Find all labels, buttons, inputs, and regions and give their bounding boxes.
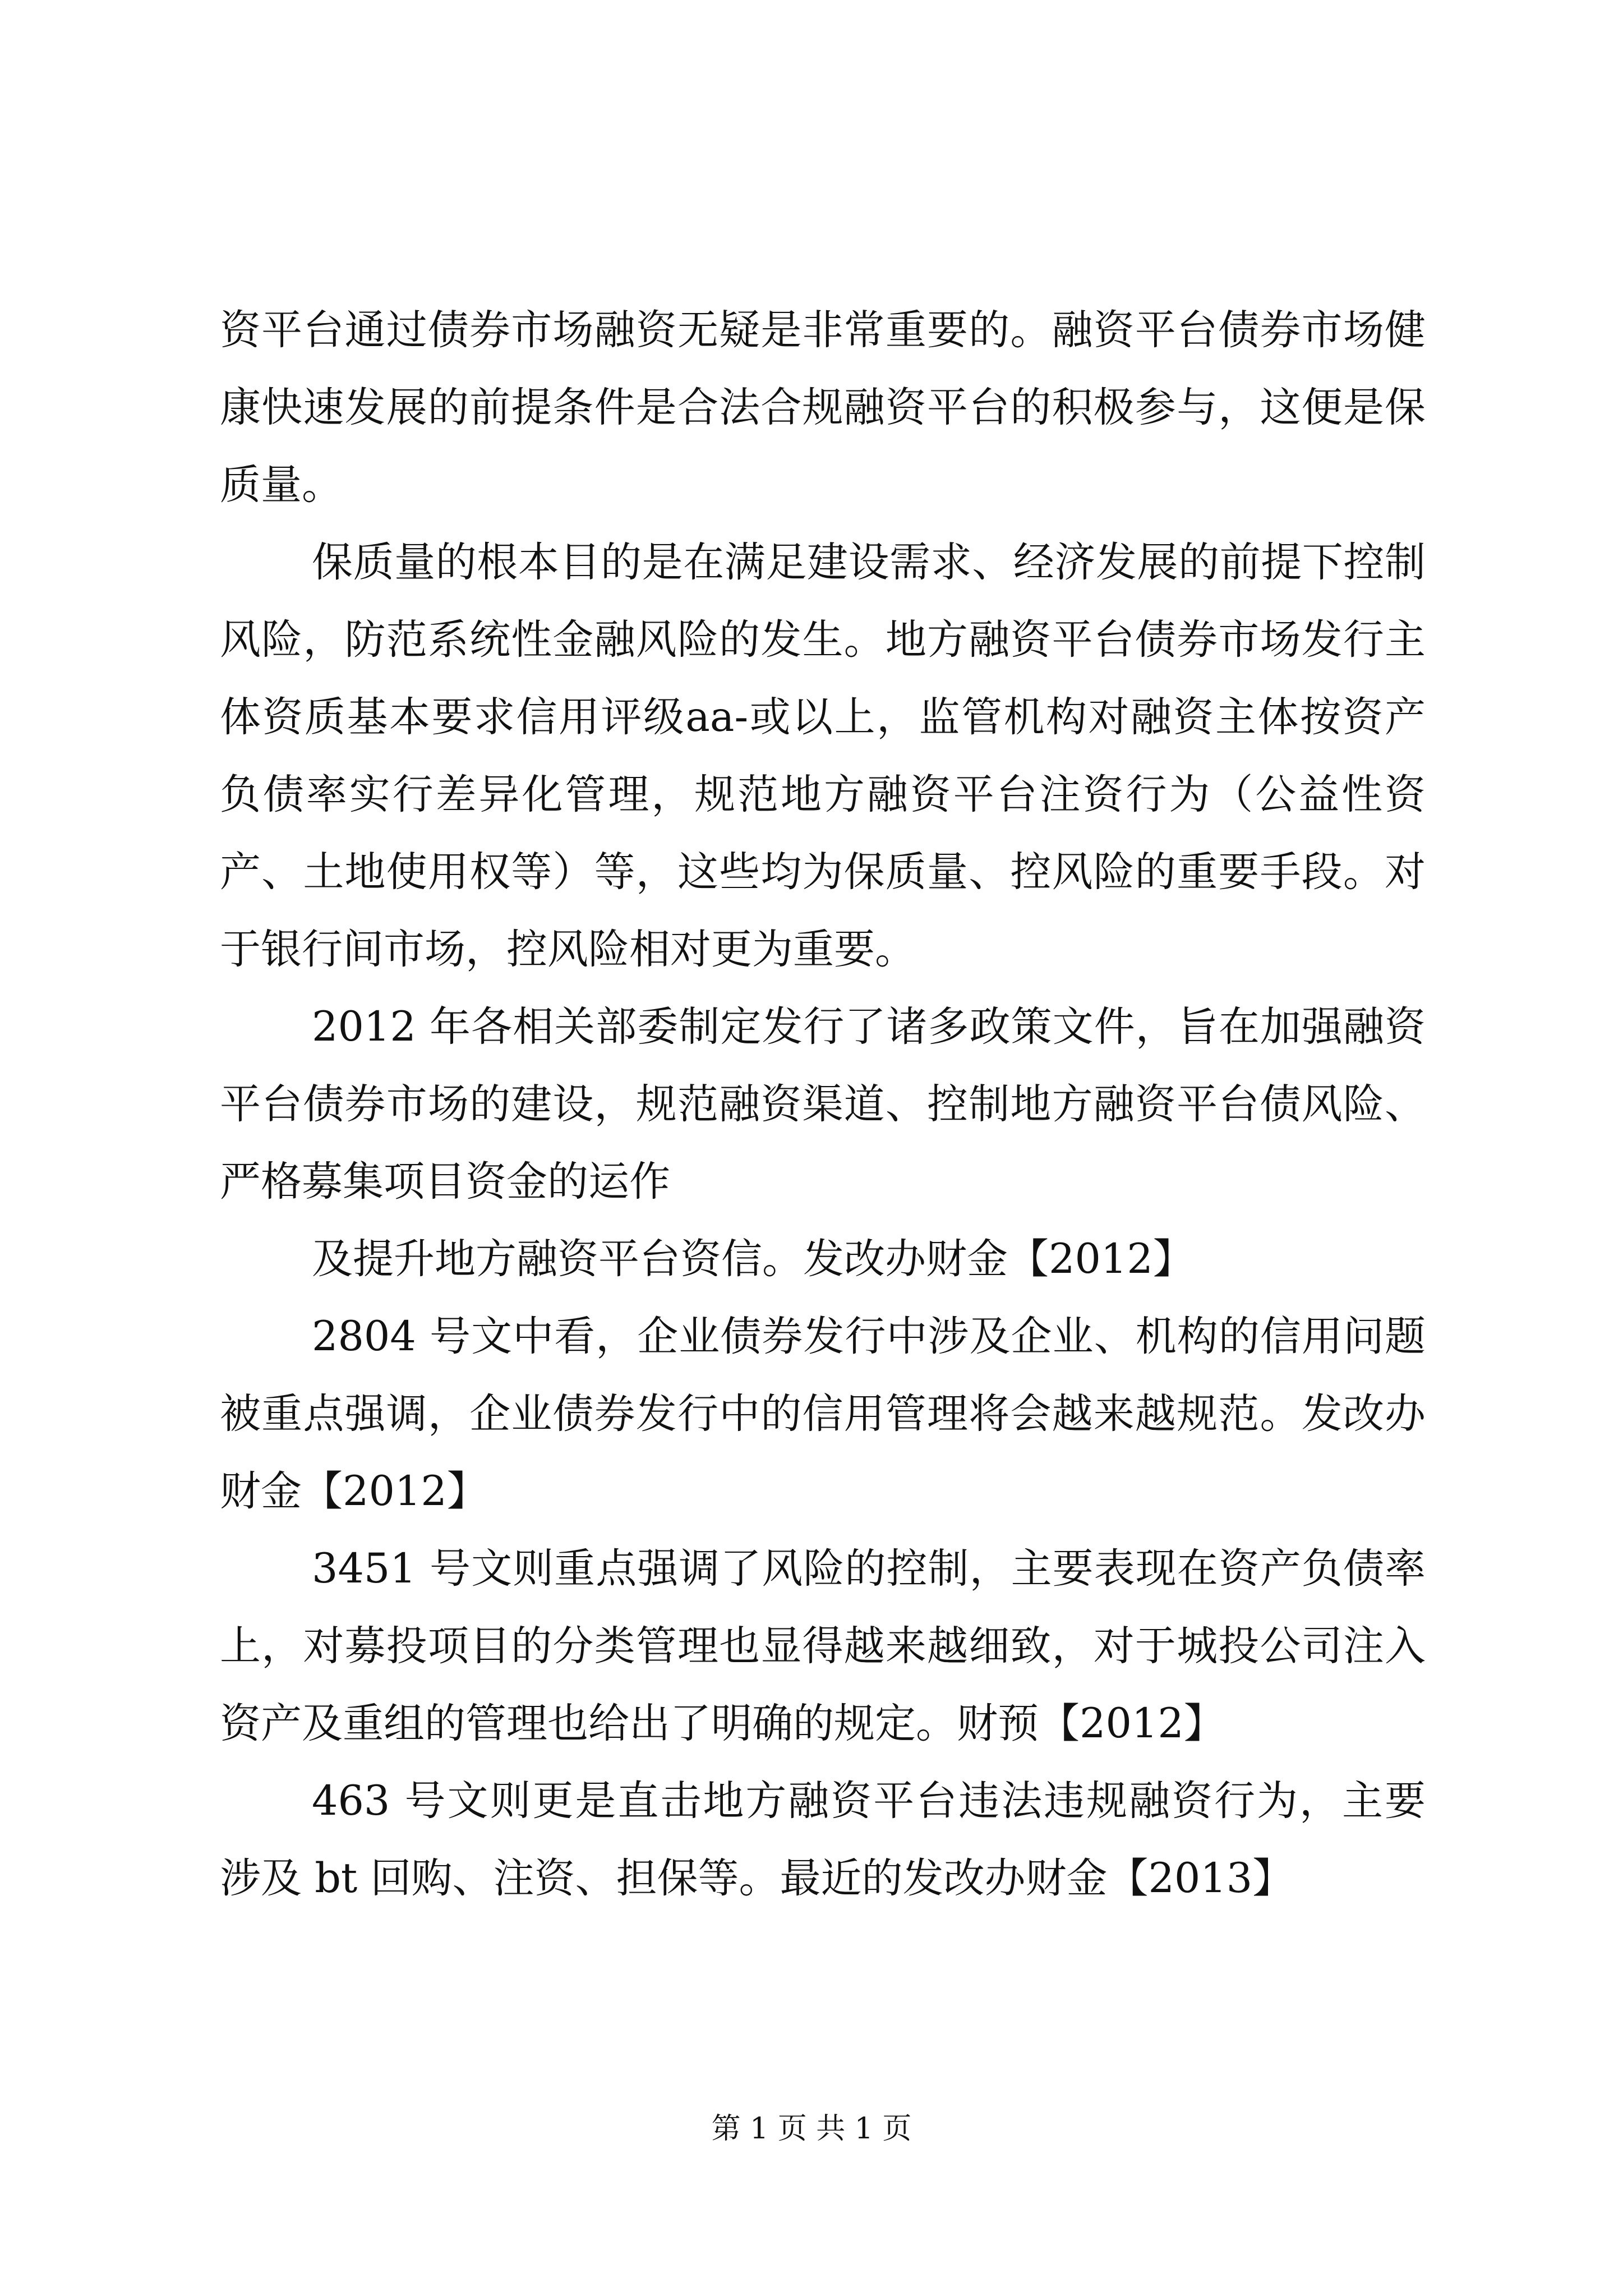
page-footer: 第 1 页 共 1 页 (711, 2112, 912, 2146)
paragraph-2: 保质量的根本目的是在满足建设需求、经济发展的前提下控制风险，防范系统性金融风险的发生。地方融资平台债券市场发行主体资质基本要求信用评级aa-或以上，监管机构对融资主体按资产负债率实行差异化管理，规范地方融资平台注资行为（公益性资产、土地使用权等）等，这些均为保质量、控风险的重要手段。对于银行间市场，控风险相对更为重要。 (220, 539, 1426, 973)
paragraph-4: 及提升地方融资平台资信。发改办财金【2012】 (312, 1235, 1194, 1283)
paragraph-3: 2012 年各相关部委制定发行了诸多政策文件，旨在加强融资平台债券市场的建设，规范融资渠道、控制地方融资平台债风险、严格募集项目资金的运作 (220, 1003, 1426, 1205)
paragraph-1: 资平台通过债券市场融资无疑是非常重要的。融资平台债券市场健康快速发展的前提条件是合法合规融资平台的积极参与，这便是保质量。 (220, 306, 1426, 509)
paragraph-6: 3451 号文则重点强调了风险的控制，主要表现在资产负债率上，对募投项目的分类管理也显得越来越细致，对于城投公司注入资产及重组的管理也给出了明确的规定。财预【2012】 (220, 1545, 1426, 1747)
paragraph-7: 463 号文则更是直击地方融资平台违法违规融资行为，主要涉及 bt 回购、注资、担保等。最近的发改办财金【2013】 (220, 1777, 1426, 1902)
paragraph-5: 2804 号文中看，企业债券发行中涉及企业、机构的信用问题被重点强调，企业债券发行中的信用管理将会越来越规范。发改办财金【2012】 (220, 1313, 1426, 1515)
document-body (220, 292, 1426, 1917)
